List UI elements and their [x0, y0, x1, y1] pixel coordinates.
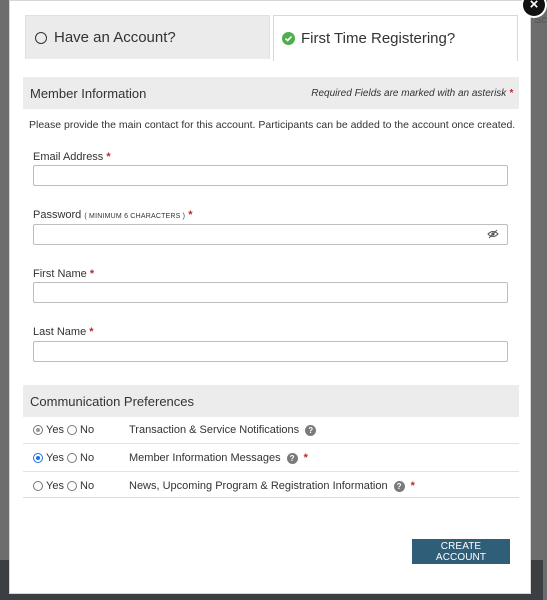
radio-yes[interactable]: [33, 481, 43, 491]
registration-modal: [9, 0, 531, 594]
pref-yes-option[interactable]: Yes: [33, 480, 64, 492]
radio-yes[interactable]: [33, 453, 43, 463]
divider: [23, 497, 519, 498]
password-field[interactable]: [33, 224, 508, 245]
pref-no-option[interactable]: No: [67, 480, 94, 492]
radio-icon: [35, 32, 47, 44]
tab-label: First Time Registering?: [301, 30, 456, 47]
radio-no[interactable]: [67, 481, 77, 491]
intro-text: Please provide the main contact for this account. Participants can be added to the account once created.: [29, 119, 516, 131]
create-account-button[interactable]: CREATE ACCOUNT: [412, 539, 510, 564]
pref-label: News, Upcoming Program & Registration Information ? *: [129, 480, 415, 492]
required-note: Required Fields are marked with an asterisk *: [311, 87, 513, 99]
check-circle-icon: [282, 32, 295, 45]
pref-row-transaction: [23, 416, 519, 444]
pref-no-option[interactable]: No: [67, 424, 94, 436]
tab-first-time-registering[interactable]: [273, 15, 518, 61]
eye-slash-icon[interactable]: [487, 229, 499, 239]
close-icon[interactable]: ×: [523, 0, 545, 16]
tab-have-account[interactable]: [25, 15, 270, 59]
pref-yes-option[interactable]: Yes: [33, 424, 64, 436]
account-tabs: [25, 15, 518, 60]
section-title: Member Information: [30, 85, 147, 101]
radio-no[interactable]: [67, 425, 77, 435]
member-information-header: [23, 77, 519, 109]
pref-row-member-info: [23, 444, 519, 472]
help-icon[interactable]: ?: [287, 453, 298, 464]
first-name-field[interactable]: [33, 282, 508, 303]
pref-yes-option[interactable]: Yes: [33, 452, 64, 464]
communication-preferences-header: [23, 385, 519, 417]
help-icon[interactable]: ?: [394, 481, 405, 492]
last-name-label: Last Name *: [33, 326, 94, 338]
pref-row-news: [23, 472, 519, 500]
radio-no[interactable]: [67, 453, 77, 463]
password-label: Password ( MINIMUM 6 CHARACTERS ) *: [33, 209, 193, 221]
password-hint: ( MINIMUM 6 CHARACTERS ): [84, 213, 186, 220]
first-name-label: First Name *: [33, 268, 95, 280]
email-field[interactable]: [33, 165, 508, 186]
email-label: Email Address *: [33, 151, 111, 163]
pref-label: Member Information Messages ? *: [129, 452, 308, 464]
last-name-field[interactable]: [33, 341, 508, 362]
help-icon[interactable]: ?: [305, 425, 316, 436]
section-title: Communication Preferences: [30, 393, 195, 409]
pref-no-option[interactable]: No: [67, 452, 94, 464]
tab-label: Have an Account?: [54, 29, 176, 46]
pref-label: Transaction & Service Notifications ?: [129, 424, 316, 436]
backdrop-text: Sc: [534, 14, 547, 26]
radio-yes[interactable]: [33, 425, 43, 435]
